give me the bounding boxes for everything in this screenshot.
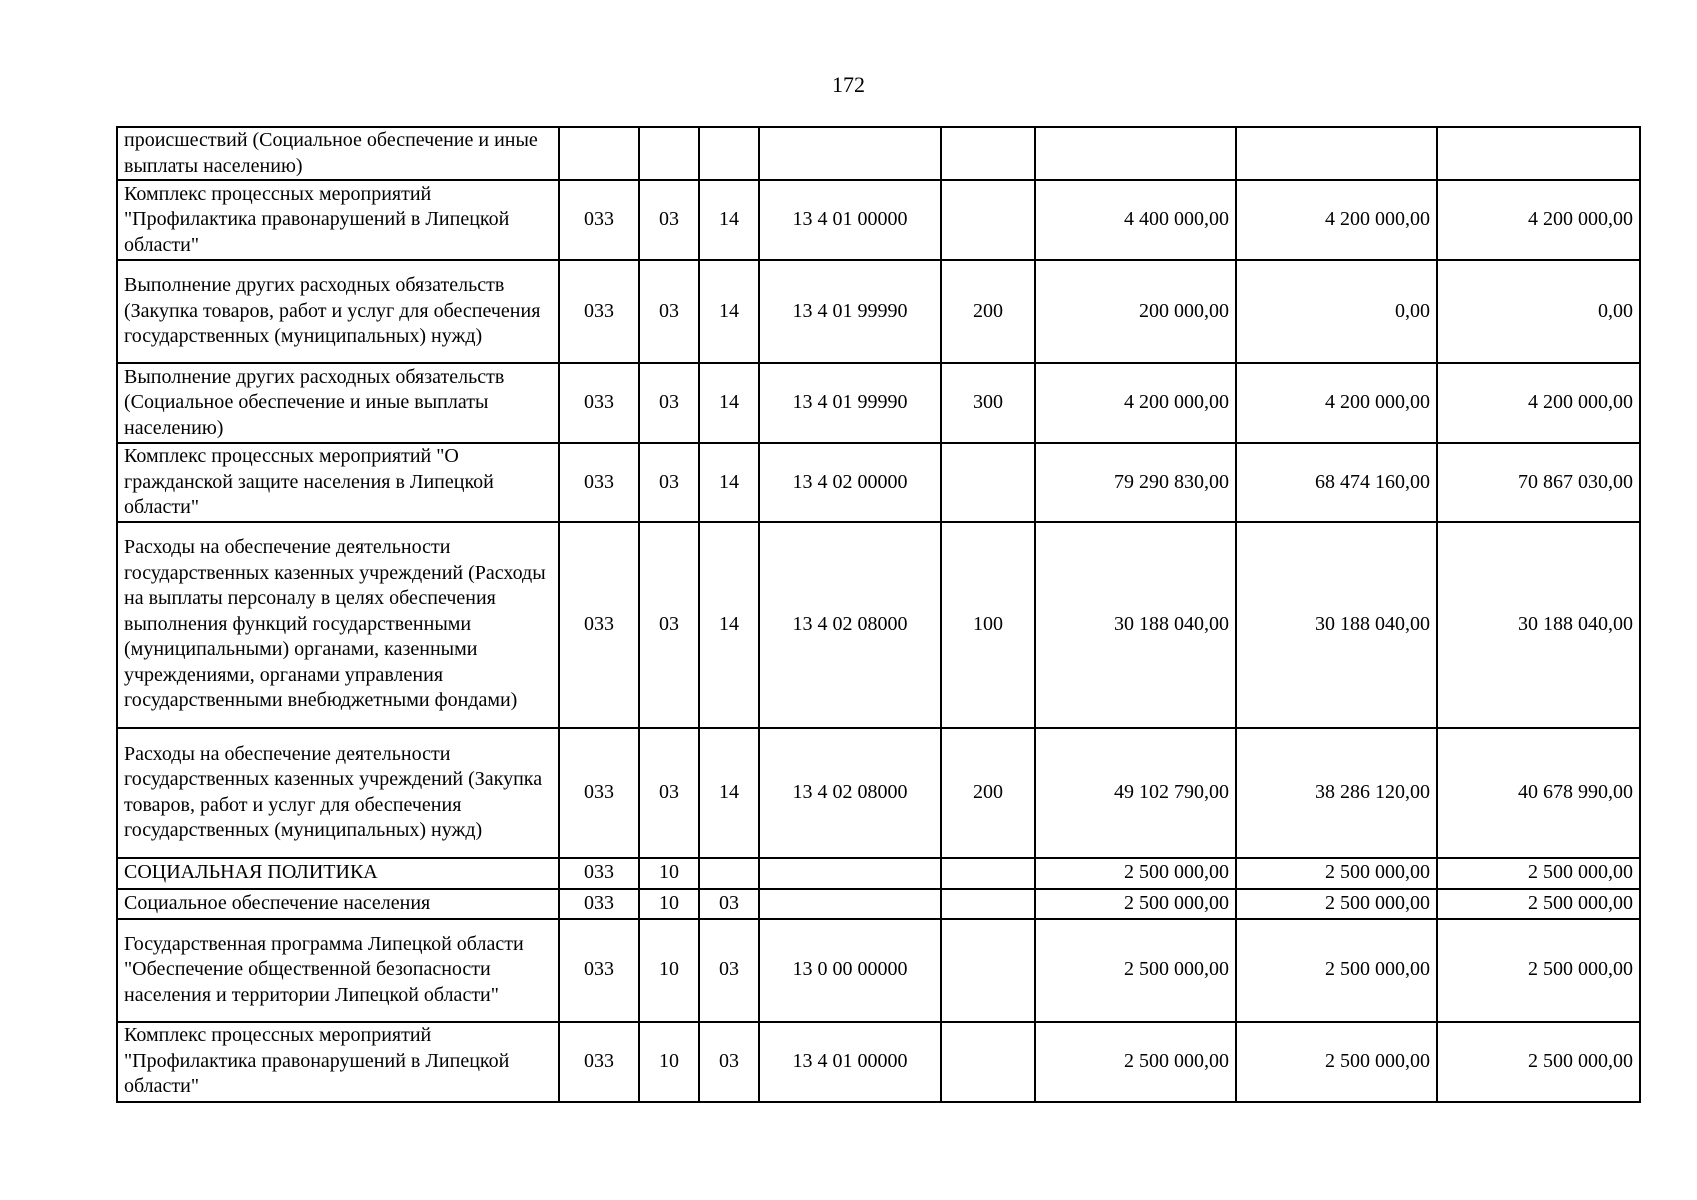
subsection-code-cell: 14 — [699, 260, 759, 363]
section-code-cell: 03 — [639, 260, 699, 363]
subsection-code-cell: 03 — [699, 889, 759, 919]
row-name-cell: Комплекс процессных мероприятий "Профилактика правонарушений в Липецкой области" — [117, 180, 559, 260]
amount-year3-cell: 2 500 000,00 — [1437, 919, 1640, 1022]
dept-code-cell: 033 — [559, 260, 639, 363]
row-name-cell: Выполнение других расходных обязательств (Закупка товаров, работ и услуг для обеспечения государственных (муниципальных) нужд) — [117, 260, 559, 363]
dept-code-cell: 033 — [559, 522, 639, 728]
amount-year3-cell — [1437, 127, 1640, 180]
expense-type-cell: 200 — [941, 260, 1035, 363]
subsection-code-cell — [699, 127, 759, 180]
dept-code-cell: 033 — [559, 180, 639, 260]
amount-year2-cell: 38 286 120,00 — [1236, 728, 1437, 858]
section-code-cell: 10 — [639, 889, 699, 919]
amount-year1-cell: 79 290 830,00 — [1035, 443, 1236, 522]
row-name-cell: Расходы на обеспечение деятельности государственных казенных учреждений (Закупка товаров, работ и услуг для обеспечения государственных (муниципальных) нужд) — [117, 728, 559, 858]
section-code-cell: 03 — [639, 728, 699, 858]
expense-type-cell: 200 — [941, 728, 1035, 858]
target-article-cell: 13 0 00 00000 — [759, 919, 941, 1022]
dept-code-cell: 033 — [559, 1022, 639, 1102]
table-row — [117, 919, 1640, 1022]
amount-year2-cell — [1236, 127, 1437, 180]
table-row — [117, 260, 1640, 363]
section-code-cell: 03 — [639, 180, 699, 260]
target-article-cell: 13 4 01 00000 — [759, 180, 941, 260]
target-article-cell: 13 4 01 99990 — [759, 363, 941, 443]
row-name-cell: происшествий (Социальное обеспечение и иные выплаты населению) — [117, 127, 559, 180]
target-article-cell — [759, 858, 941, 889]
amount-year2-cell: 4 200 000,00 — [1236, 180, 1437, 260]
amount-year3-cell: 70 867 030,00 — [1437, 443, 1640, 522]
subsection-code-cell: 14 — [699, 363, 759, 443]
target-article-cell: 13 4 02 00000 — [759, 443, 941, 522]
amount-year1-cell: 4 400 000,00 — [1035, 180, 1236, 260]
amount-year2-cell: 68 474 160,00 — [1236, 443, 1437, 522]
section-code-cell: 10 — [639, 858, 699, 889]
amount-year1-cell: 200 000,00 — [1035, 260, 1236, 363]
target-article-cell: 13 4 01 99990 — [759, 260, 941, 363]
table-row — [117, 858, 1640, 889]
amount-year1-cell: 4 200 000,00 — [1035, 363, 1236, 443]
amount-year3-cell: 2 500 000,00 — [1437, 1022, 1640, 1102]
subsection-code-cell: 14 — [699, 443, 759, 522]
amount-year1-cell: 2 500 000,00 — [1035, 858, 1236, 889]
amount-year2-cell: 30 188 040,00 — [1236, 522, 1437, 728]
row-name-cell: Государственная программа Липецкой области "Обеспечение общественной безопасности населения и территории Липецкой области" — [117, 919, 559, 1022]
table-row — [117, 443, 1640, 522]
section-code-cell: 10 — [639, 1022, 699, 1102]
target-article-cell — [759, 889, 941, 919]
table-row — [117, 363, 1640, 443]
amount-year1-cell — [1035, 127, 1236, 180]
section-code-cell: 03 — [639, 443, 699, 522]
row-name-cell: Комплекс процессных мероприятий "Профилактика правонарушений в Липецкой области" — [117, 1022, 559, 1102]
subsection-code-cell: 14 — [699, 180, 759, 260]
dept-code-cell — [559, 127, 639, 180]
table-row — [117, 522, 1640, 728]
section-code-cell: 03 — [639, 522, 699, 728]
section-code-cell: 03 — [639, 363, 699, 443]
expense-type-cell — [941, 443, 1035, 522]
amount-year1-cell: 49 102 790,00 — [1035, 728, 1236, 858]
subsection-code-cell — [699, 858, 759, 889]
expense-type-cell — [941, 919, 1035, 1022]
amount-year3-cell: 30 188 040,00 — [1437, 522, 1640, 728]
table-row — [117, 127, 1640, 180]
amount-year1-cell: 30 188 040,00 — [1035, 522, 1236, 728]
target-article-cell: 13 4 02 08000 — [759, 728, 941, 858]
amount-year2-cell: 2 500 000,00 — [1236, 1022, 1437, 1102]
expense-type-cell — [941, 1022, 1035, 1102]
subsection-code-cell: 03 — [699, 1022, 759, 1102]
budget-table — [116, 126, 1641, 1103]
amount-year3-cell: 40 678 990,00 — [1437, 728, 1640, 858]
table-row — [117, 889, 1640, 919]
target-article-cell: 13 4 02 08000 — [759, 522, 941, 728]
amount-year2-cell: 2 500 000,00 — [1236, 858, 1437, 889]
row-name-cell: Комплекс процессных мероприятий "О гражданской защите населения в Липецкой области" — [117, 443, 559, 522]
expense-type-cell — [941, 180, 1035, 260]
amount-year3-cell: 2 500 000,00 — [1437, 889, 1640, 919]
subsection-code-cell: 03 — [699, 919, 759, 1022]
expense-type-cell: 100 — [941, 522, 1035, 728]
amount-year2-cell: 4 200 000,00 — [1236, 363, 1437, 443]
row-name-cell: СОЦИАЛЬНАЯ ПОЛИТИКА — [117, 858, 559, 889]
row-name-cell: Социальное обеспечение населения — [117, 889, 559, 919]
dept-code-cell: 033 — [559, 728, 639, 858]
dept-code-cell: 033 — [559, 919, 639, 1022]
row-name-cell: Выполнение других расходных обязательств (Социальное обеспечение и иные выплаты населению) — [117, 363, 559, 443]
amount-year2-cell: 2 500 000,00 — [1236, 919, 1437, 1022]
amount-year2-cell: 0,00 — [1236, 260, 1437, 363]
table-row — [117, 1022, 1640, 1102]
dept-code-cell: 033 — [559, 889, 639, 919]
table-row — [117, 180, 1640, 260]
section-code-cell — [639, 127, 699, 180]
amount-year3-cell: 4 200 000,00 — [1437, 363, 1640, 443]
table-row — [117, 728, 1640, 858]
dept-code-cell: 033 — [559, 443, 639, 522]
page-number: 172 — [832, 72, 865, 97]
dept-code-cell: 033 — [559, 363, 639, 443]
amount-year1-cell: 2 500 000,00 — [1035, 889, 1236, 919]
section-code-cell: 10 — [639, 919, 699, 1022]
amount-year3-cell: 2 500 000,00 — [1437, 858, 1640, 889]
amount-year1-cell: 2 500 000,00 — [1035, 1022, 1236, 1102]
amount-year2-cell: 2 500 000,00 — [1236, 889, 1437, 919]
expense-type-cell: 300 — [941, 363, 1035, 443]
row-name-cell: Расходы на обеспечение деятельности государственных казенных учреждений (Расходы на выплаты персоналу в целях обеспечения выполнения функций государственными (муниципальными) органами, казенными учреждениями, органами управления государственными внебюджетными фондами) — [117, 522, 559, 728]
amount-year1-cell: 2 500 000,00 — [1035, 919, 1236, 1022]
subsection-code-cell: 14 — [699, 728, 759, 858]
target-article-cell — [759, 127, 941, 180]
subsection-code-cell: 14 — [699, 522, 759, 728]
expense-type-cell — [941, 889, 1035, 919]
expense-type-cell — [941, 127, 1035, 180]
amount-year3-cell: 4 200 000,00 — [1437, 180, 1640, 260]
target-article-cell: 13 4 01 00000 — [759, 1022, 941, 1102]
expense-type-cell — [941, 858, 1035, 889]
amount-year3-cell: 0,00 — [1437, 260, 1640, 363]
dept-code-cell: 033 — [559, 858, 639, 889]
